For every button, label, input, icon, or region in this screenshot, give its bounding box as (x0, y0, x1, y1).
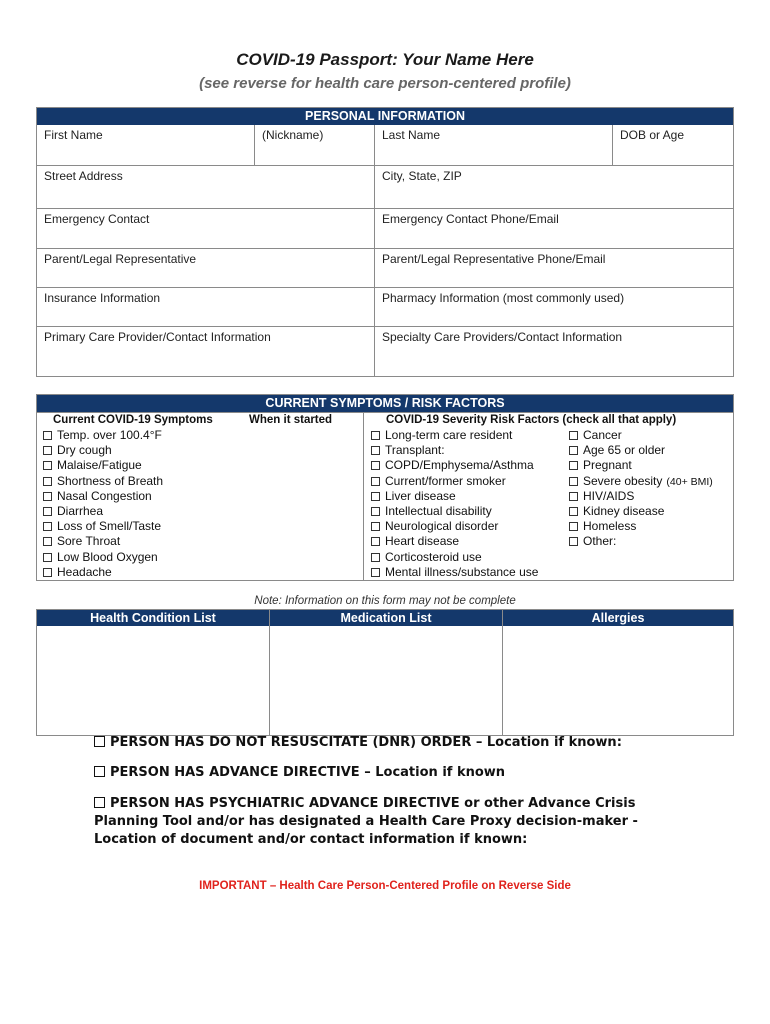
risk-factor-a-label: Mental illness/substance use (385, 564, 539, 579)
health-condition-heading: Health Condition List (90, 611, 216, 625)
important-notice: IMPORTANT – Health Care Person-Centered Profile on Reverse Side (199, 880, 571, 892)
pi-row-address (37, 165, 733, 208)
risk-factor-a-item[interactable] (371, 458, 571, 473)
specialty-care-field[interactable] (374, 327, 733, 377)
risk-factor-a-label: Corticosteroid use (385, 549, 482, 564)
primary-care-label: Primary Care Provider/Contact Information (44, 330, 271, 344)
city-state-zip-label: City, State, ZIP (382, 169, 462, 183)
obesity-bmi-note: (40+ BMI) (666, 475, 713, 488)
risk-factor-b-checkbox[interactable] (569, 477, 578, 486)
symptom-checkbox[interactable] (43, 507, 52, 516)
psychiatric-directive-statement (94, 795, 674, 849)
risk-factor-b-item[interactable] (569, 474, 729, 489)
symptom-label: Temp. over 100.4°F (57, 428, 162, 442)
pi-row-legal-rep (37, 248, 733, 287)
pharmacy-label: Pharmacy Information (most commonly used) (382, 291, 625, 305)
symptom-item[interactable] (43, 565, 363, 580)
lists-section (36, 609, 734, 736)
symptom-label: Sore Throat (57, 534, 121, 549)
risk-factor-a-checkbox[interactable] (371, 477, 380, 486)
risk-factor-a-label: Intellectual disability (385, 503, 492, 518)
symptoms-section (36, 394, 734, 581)
pi-row-providers (37, 326, 733, 377)
advance-directive-statement (94, 764, 674, 782)
medication-column[interactable] (269, 610, 502, 735)
dnr-text: PERSON HAS DO NOT RESUSCITATE (DNR) ORDER – Location if known: (110, 735, 622, 750)
legal-rep-phone-label: Parent/Legal Representative Phone/Email (382, 252, 606, 266)
legal-rep-phone-field[interactable] (374, 249, 733, 287)
risk-factors-list-b (569, 428, 729, 550)
advance-directive-text: PERSON HAS ADVANCE DIRECTIVE – Location if known (110, 765, 506, 780)
risk-factor-a-label: Current/former smoker (385, 473, 506, 488)
risk-factor-b-checkbox[interactable] (569, 446, 578, 455)
risk-factor-a-checkbox[interactable] (371, 431, 380, 440)
health-condition-column[interactable] (37, 610, 269, 735)
form-note: Note: Information on this form may not be complete (254, 595, 516, 607)
symptom-item[interactable] (43, 474, 363, 489)
symptom-item[interactable] (43, 489, 363, 504)
risk-factor-a-checkbox[interactable] (371, 492, 380, 501)
risk-factor-a-label: Heart disease (385, 534, 460, 549)
risk-factor-b-item[interactable] (569, 443, 729, 458)
pi-row-insurance (37, 287, 733, 326)
risk-factor-a-checkbox[interactable] (371, 553, 380, 562)
personal-information-heading: PERSONAL INFORMATION (37, 108, 733, 125)
street-address-label: Street Address (44, 169, 123, 183)
dob-label: DOB or Age (620, 128, 685, 142)
pi-row-name (37, 125, 733, 165)
risk-factors-heading: COVID-19 Severity Risk Factors (check all that apply) (386, 414, 677, 426)
first-name-label: First Name (44, 128, 103, 142)
when-started-heading: When it started (249, 414, 333, 426)
nickname-field[interactable] (254, 125, 374, 165)
risk-factor-b-label: HIV/AIDS (583, 488, 635, 503)
risk-factor-a-checkbox[interactable] (371, 537, 380, 546)
risk-factor-a-item[interactable] (371, 534, 571, 549)
symptom-label: Malaise/Fatigue (57, 458, 142, 473)
risk-factor-a-label: Transplant: (385, 443, 445, 458)
symptom-label: Headache (57, 564, 112, 579)
symptom-label: Low Blood Oxygen (57, 549, 158, 564)
pi-row-emergency (37, 208, 733, 248)
emergency-phone-label: Emergency Contact Phone/Email (382, 212, 559, 226)
risk-factor-b-item[interactable] (569, 519, 729, 534)
symptom-label: Dry cough (57, 443, 112, 458)
symptom-checkbox[interactable] (43, 446, 52, 455)
risk-factor-a-item[interactable] (371, 519, 571, 534)
risk-factor-a-item[interactable] (371, 443, 571, 458)
advance-directive-checkbox[interactable] (94, 766, 105, 777)
risk-factor-b-item[interactable] (569, 458, 729, 473)
risk-factor-a-item[interactable] (371, 565, 571, 580)
risk-factor-a-item[interactable] (371, 474, 571, 489)
risk-factor-b-label: Pregnant (583, 458, 632, 473)
symptom-label: Diarrhea (57, 503, 104, 518)
symptom-checkbox[interactable] (43, 431, 52, 440)
nickname-label: (Nickname) (262, 128, 324, 142)
risk-factor-a-label: Liver disease (385, 488, 456, 503)
legal-rep-label: Parent/Legal Representative (44, 252, 197, 266)
symptom-checkbox[interactable] (43, 492, 52, 501)
risk-factor-a-checkbox[interactable] (371, 568, 380, 577)
symptoms-list (43, 428, 363, 580)
risk-factor-a-item[interactable] (371, 504, 571, 519)
legal-rep-field[interactable] (37, 249, 374, 287)
risk-factor-a-checkbox[interactable] (371, 446, 380, 455)
risk-factors-list-a (371, 428, 571, 580)
symptoms-column-heading (43, 413, 363, 428)
symptom-item[interactable] (43, 534, 363, 549)
last-name-label: Last Name (382, 128, 441, 142)
symptom-item[interactable] (43, 504, 363, 519)
risk-factor-a-checkbox[interactable] (371, 522, 380, 531)
risk-factor-b-label: Age 65 or older (583, 443, 666, 458)
symptom-label: Shortness of Breath (57, 473, 164, 488)
personal-information-section (36, 107, 734, 377)
risk-factor-b-checkbox[interactable] (569, 431, 578, 440)
current-symptoms-heading: Current COVID-19 Symptoms (53, 414, 213, 426)
specialty-care-label: Specialty Care Providers/Contact Information (382, 330, 623, 344)
symptom-checkbox[interactable] (43, 477, 52, 486)
dnr-statement (94, 734, 674, 752)
last-name-field[interactable] (374, 125, 612, 165)
page-title: COVID-19 Passport: Your Name Here (236, 50, 534, 69)
risk-factor-b-checkbox[interactable] (569, 537, 578, 546)
allergies-heading: Allergies (591, 611, 645, 625)
risk-factor-a-item[interactable] (371, 428, 571, 443)
risk-factor-b-label: Cancer (583, 428, 622, 442)
primary-care-field[interactable] (37, 327, 374, 377)
pharmacy-field[interactable] (374, 288, 733, 326)
symptoms-body (37, 412, 733, 581)
emergency-phone-field[interactable] (374, 209, 733, 248)
psychiatric-directive-checkbox[interactable] (94, 797, 105, 808)
risk-factor-b-item[interactable] (569, 534, 729, 549)
symptom-item[interactable] (43, 550, 363, 565)
allergies-column[interactable] (502, 610, 733, 735)
emergency-contact-field[interactable] (37, 209, 374, 248)
city-state-zip-field[interactable] (374, 166, 733, 208)
risk-factor-a-checkbox[interactable] (371, 507, 380, 516)
risk-factor-b-label: Kidney disease (583, 503, 665, 518)
risk-factor-b-item[interactable] (569, 504, 729, 519)
symptom-checkbox[interactable] (43, 522, 52, 531)
symptom-item[interactable] (43, 519, 363, 534)
symptom-label: Loss of Smell/Taste (57, 519, 162, 534)
street-address-field[interactable] (37, 166, 374, 208)
risk-factor-a-checkbox[interactable] (371, 461, 380, 470)
risk-factor-b-checkbox[interactable] (569, 461, 578, 470)
symptom-checkbox[interactable] (43, 553, 52, 562)
symptom-label: Nasal Congestion (57, 488, 152, 503)
page-subtitle: (see reverse for health care person-centered profile) (199, 75, 571, 92)
emergency-contact-label: Emergency Contact (44, 212, 150, 226)
first-name-field[interactable] (37, 125, 254, 165)
symptom-item[interactable] (43, 428, 363, 443)
risk-factor-b-checkbox[interactable] (569, 507, 578, 516)
risk-factors-column (363, 413, 733, 581)
risk-factor-b-checkbox[interactable] (569, 522, 578, 531)
risk-factor-a-label: COPD/Emphysema/Asthma (385, 458, 534, 473)
insurance-label: Insurance Information (44, 291, 161, 305)
insurance-field[interactable] (37, 288, 374, 326)
symptoms-column (43, 413, 363, 581)
psychiatric-directive-text: PERSON HAS PSYCHIATRIC ADVANCE DIRECTIVE or other Advance Crisis Planning Tool and/or has designated a Health Care Proxy decision-maker - Location of document and/or contact information if known: (94, 796, 638, 847)
risk-factor-b-checkbox[interactable] (569, 492, 578, 501)
symptom-checkbox[interactable] (43, 461, 52, 470)
medication-heading: Medication List (340, 611, 432, 625)
symptom-checkbox[interactable] (43, 568, 52, 577)
symptom-item[interactable] (43, 443, 363, 458)
risk-factor-b-label: Other: (583, 534, 617, 549)
symptom-item[interactable] (43, 458, 363, 473)
risk-factor-a-item[interactable] (371, 489, 571, 504)
risk-factor-b-label: Homeless (583, 519, 637, 534)
risk-factor-b-label: Severe obesity (583, 473, 663, 488)
risk-factor-a-item[interactable] (371, 550, 571, 565)
dnr-checkbox[interactable] (94, 736, 105, 747)
symptom-checkbox[interactable] (43, 537, 52, 546)
symptoms-heading: CURRENT SYMPTOMS / RISK FACTORS (37, 395, 733, 412)
risk-factor-b-item[interactable] (569, 489, 729, 504)
risk-factor-a-label: Neurological disorder (385, 519, 499, 534)
risk-factor-a-label: Long-term care resident (385, 428, 513, 442)
dob-field[interactable] (612, 125, 733, 165)
risk-factor-b-item[interactable] (569, 428, 729, 443)
